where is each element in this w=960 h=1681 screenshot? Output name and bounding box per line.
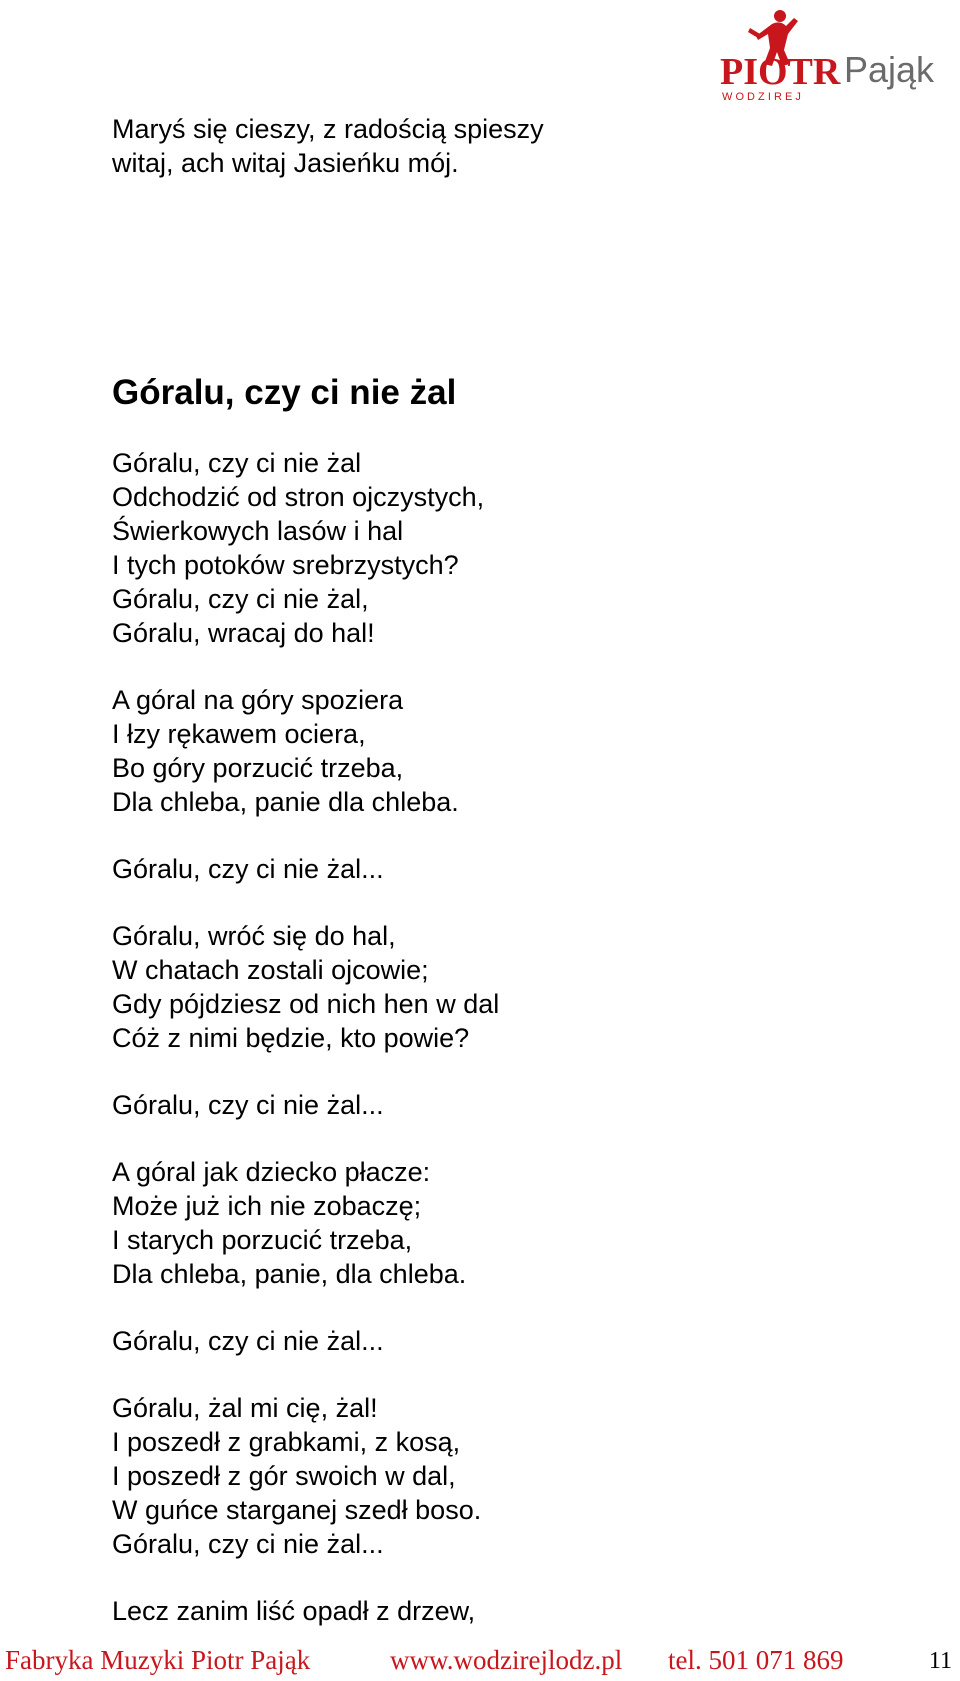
footer-company: Fabryka Muzyki Piotr Pająk xyxy=(5,1645,311,1675)
verse-line: Cóż z nimi będzie, kto powie? xyxy=(112,1023,470,1053)
intro-stanza xyxy=(112,112,892,180)
footer-website-link[interactable]: www.wodzirejlodz.pl xyxy=(390,1645,623,1675)
refrain-1 xyxy=(112,852,892,886)
verse-line: I starych porzucić trzeba, xyxy=(112,1225,413,1255)
stanza-2 xyxy=(112,683,892,819)
verse-line: W chatach zostali ojcowie; xyxy=(112,955,429,985)
verse-line: Góralu, czy ci nie żal, xyxy=(112,584,369,614)
verse-line: I poszedł z gór swoich w dal, xyxy=(112,1461,456,1491)
page-content xyxy=(112,112,892,1628)
verse-line: A góral na góry spoziera xyxy=(112,685,404,715)
logo-brand-second: Pająk xyxy=(844,49,935,90)
stanza-3 xyxy=(112,919,892,1055)
stanza-4 xyxy=(112,1155,892,1291)
verse-line: Góralu, wróć się do hal, xyxy=(112,921,396,951)
song-title: Góralu, czy ci nie żal xyxy=(112,373,457,412)
stanza-5 xyxy=(112,1391,892,1561)
verse-line: I łzy rękawem ociera, xyxy=(112,719,366,749)
verse-line: Dla chleba, panie, dla chleba. xyxy=(112,1259,467,1289)
refrain-2 xyxy=(112,1088,892,1122)
verse-line: Góralu, czy ci nie żal... xyxy=(112,1529,384,1559)
refrain-line: Góralu, czy ci nie żal... xyxy=(112,1326,384,1356)
stanza-1 xyxy=(112,446,892,650)
verse-line: Odchodzić od stron ojczystych, xyxy=(112,482,485,512)
verse-line: Góralu, czy ci nie żal xyxy=(112,448,362,478)
verse-line: I tych potoków srebrzystych? xyxy=(112,550,459,580)
brand-logo xyxy=(720,4,956,104)
page-footer xyxy=(0,1641,960,1681)
refrain-line: Góralu, czy ci nie żal... xyxy=(112,854,384,884)
refrain-3 xyxy=(112,1324,892,1358)
intro-line: Maryś się cieszy, z radością spieszy xyxy=(112,114,544,144)
verse-line: Dla chleba, panie dla chleba. xyxy=(112,787,459,817)
footer-phone: tel. 501 071 869 xyxy=(668,1645,844,1675)
verse-line: A góral jak dziecko płacze: xyxy=(112,1157,431,1187)
piotr-pajak-logo-graphic xyxy=(720,4,956,104)
verse-line: I poszedł z grabkami, z kosą, xyxy=(112,1427,461,1457)
refrain-line: Góralu, czy ci nie żal... xyxy=(112,1090,384,1120)
verse-line: Góralu, wracaj do hal! xyxy=(112,618,375,648)
logo-tagline: W O D Z I R E J xyxy=(722,91,801,103)
verse-line: Może już ich nie zobaczę; xyxy=(112,1191,422,1221)
verse-line: Gdy pójdziesz od nich hen w dal xyxy=(112,989,500,1019)
verse-line: W guńce starganej szedł boso. xyxy=(112,1495,482,1525)
intro-line: witaj, ach witaj Jasieńku mój. xyxy=(112,148,459,178)
verse-line: Góralu, żal mi cię, żal! xyxy=(112,1393,378,1423)
stanza-6 xyxy=(112,1594,892,1628)
logo-brand-first: PIOTR xyxy=(720,51,841,93)
verse-line: Lecz zanim liść opadł z drzew, xyxy=(112,1596,476,1626)
verse-line: Świerkowych lasów i hal xyxy=(112,516,404,546)
verse-line: Bo góry porzucić trzeba, xyxy=(112,753,404,783)
page-number: 11 xyxy=(928,1648,952,1674)
